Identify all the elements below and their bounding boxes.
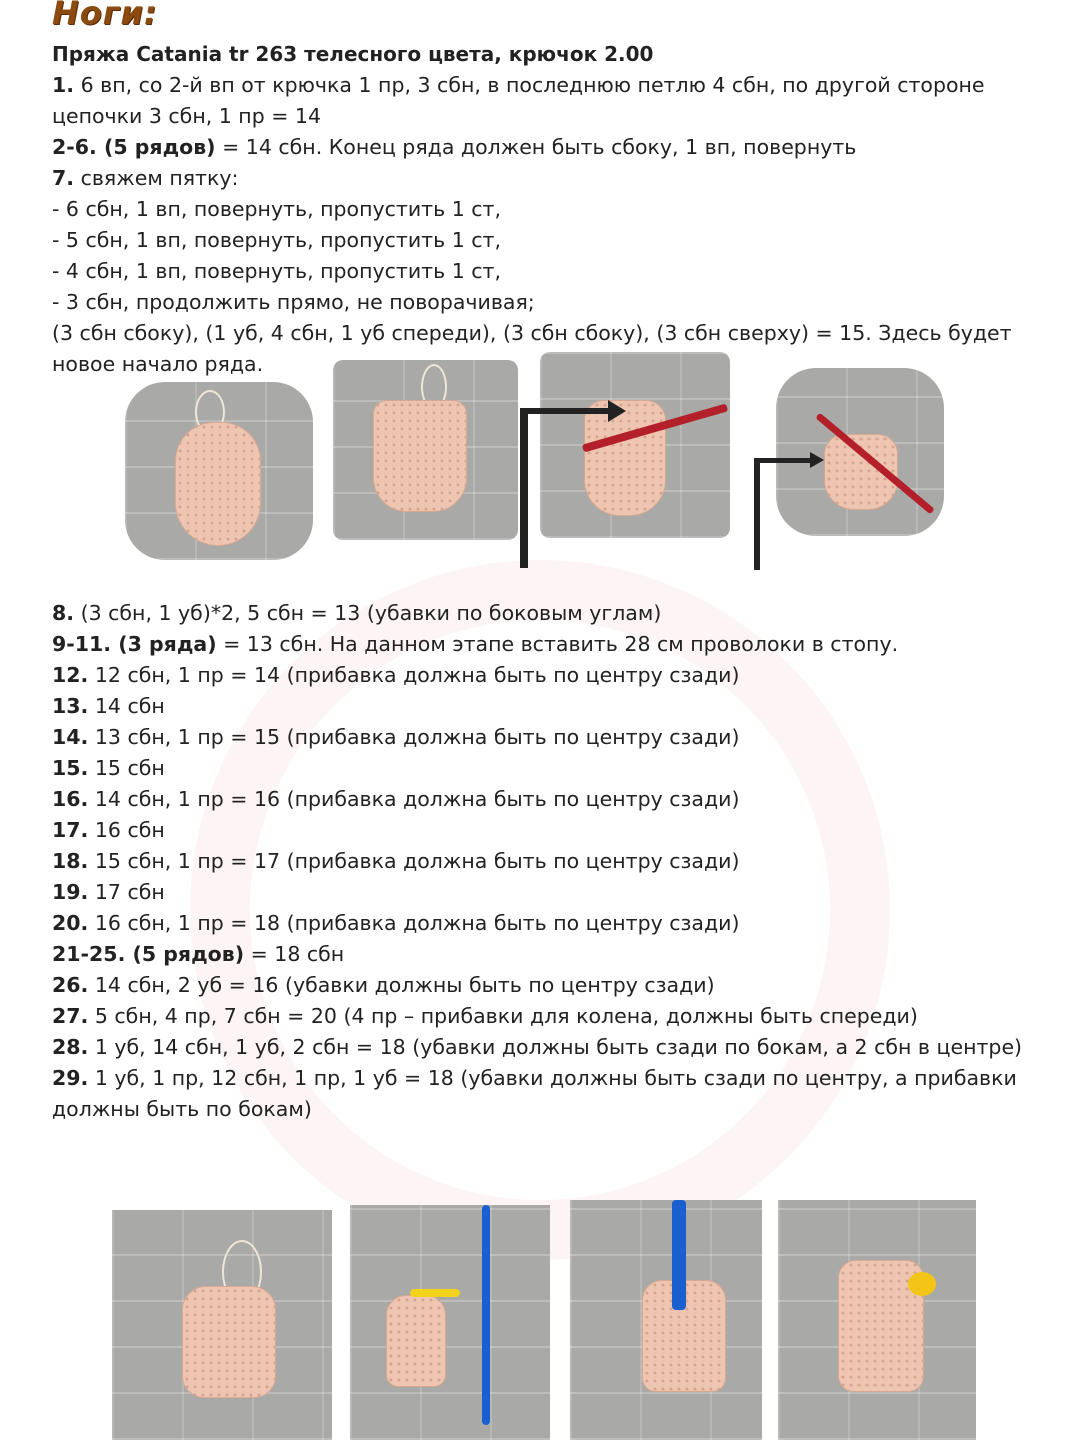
row-7-step3: - 4 сбн, 1 вп, повернуть, пропустить 1 ст, — [52, 259, 501, 283]
instructions-top — [52, 70, 1032, 380]
row-9-11: 9-11. (3 ряда) = 13 сбн. На данном этапе вставить 28 см проволоки в стопу. — [52, 632, 899, 656]
instructions-main — [52, 598, 1032, 1125]
row-21-25: 21-25. (5 рядов) = 18 сбн — [52, 942, 345, 966]
row-13: 13. 14 сбн — [52, 694, 165, 718]
row-12: 12. 12 сбн, 1 пр = 14 (прибавка должна быть по центру сзади) — [52, 663, 740, 687]
row-26: 26. 14 сбн, 2 уб = 16 (убавки должны быть по центру сзади) — [52, 973, 715, 997]
photo-foot-sole — [125, 382, 313, 560]
row-7-step4: - 3 сбн, продолжить прямо, не поворачивая; — [52, 290, 535, 314]
arrow-icon — [754, 452, 834, 572]
arrow-icon — [520, 400, 630, 570]
row-1b: цепочки 3 сбн, 1 пр = 14 — [52, 104, 322, 128]
row-7-summary: (3 сбн сбоку), (1 уб, 4 сбн, 1 уб спереди), (3 сбн сбоку), (3 сбн сверху) = 15. Здесь будет — [52, 321, 1012, 345]
page-title: Ноги: — [52, 0, 158, 32]
row-16: 16. 14 сбн, 1 пр = 16 (прибавка должна быть по центру сзади) — [52, 787, 740, 811]
row-2-6: 2-6. (5 рядов) = 14 сбн. Конец ряда должен быть сбоку, 1 вп, повернуть — [52, 135, 857, 159]
row-1a: 1. 6 вп, со 2-й вп от крючка 1 пр, 3 сбн, в последнюю петлю 4 сбн, по другой стороне — [52, 73, 985, 97]
row-29a: 29. 1 уб, 1 пр, 12 сбн, 1 пр, 1 уб = 18 (убавки должны быть сзади по центру, а прибавки — [52, 1066, 1017, 1090]
row-27: 27. 5 сбн, 4 пр, 7 сбн = 20 (4 пр – прибавки для колена, должны быть спереди) — [52, 1004, 918, 1028]
photo-foot-finished — [778, 1200, 976, 1440]
row-8: 8. (3 сбн, 1 уб)*2, 5 сбн = 13 (убавки по боковым углам) — [52, 601, 662, 625]
photo-foot-side — [112, 1210, 332, 1440]
row-28: 28. 1 уб, 14 сбн, 1 уб, 2 сбн = 18 (убавки должны быть сзади по бокам, а 2 сбн в центре) — [52, 1035, 1023, 1059]
yarn-info: Пряжа Catania tr 263 телесного цвета, крючок 2.00 — [52, 42, 654, 66]
row-7-step2: - 5 сбн, 1 вп, повернуть, пропустить 1 ст, — [52, 228, 501, 252]
row-14: 14. 13 сбн, 1 пр = 15 (прибавка должна быть по центру сзади) — [52, 725, 740, 749]
row-18: 18. 15 сбн, 1 пр = 17 (прибавка должна быть по центру сзади) — [52, 849, 740, 873]
row-7: 7. свяжем пятку: — [52, 166, 239, 190]
photo-wire-inside — [570, 1200, 762, 1440]
row-29b: должны быть по бокам) — [52, 1097, 312, 1121]
photo-foot-wire-insert — [350, 1205, 550, 1440]
row-20: 20. 16 сбн, 1 пр = 18 (прибавка должна быть по центру сзади) — [52, 911, 740, 935]
row-7-note: новое начало ряда. — [52, 352, 264, 376]
row-17: 17. 16 сбн — [52, 818, 165, 842]
row-7-step1: - 6 сбн, 1 вп, повернуть, пропустить 1 ст, — [52, 197, 501, 221]
row-15: 15. 15 сбн — [52, 756, 165, 780]
row-19: 19. 17 сбн — [52, 880, 165, 904]
photo-heel-start — [333, 360, 518, 540]
